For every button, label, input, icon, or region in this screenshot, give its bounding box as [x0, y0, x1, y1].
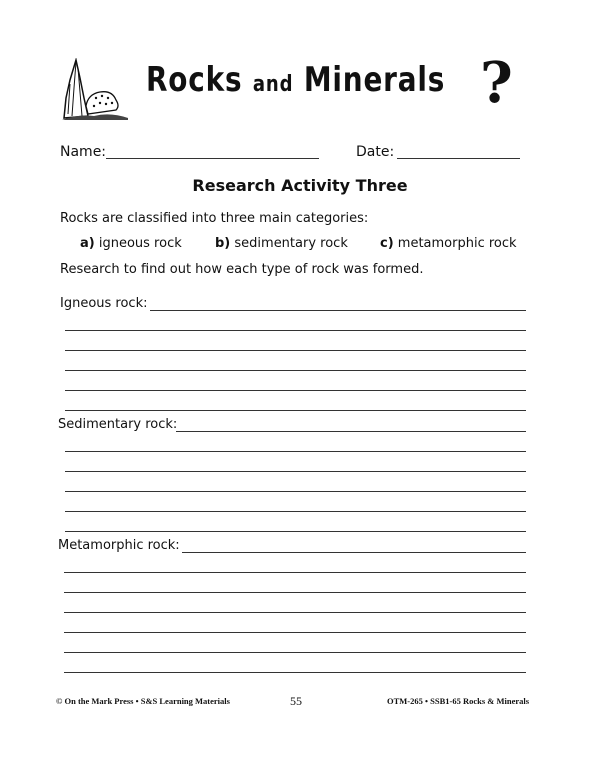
date-field[interactable] [397, 158, 520, 159]
category-igneous [80, 236, 182, 251]
answer-line[interactable] [65, 370, 526, 371]
category-label: igneous rock [98, 236, 182, 251]
title-word-rocks: Rocks [146, 60, 243, 100]
answer-line[interactable] [65, 350, 526, 351]
answer-line[interactable] [65, 531, 526, 532]
answer-line[interactable] [176, 431, 526, 432]
footer-product-code: OTM-265 • SSB1-65 Rocks & Minerals [387, 696, 530, 706]
category-sedimentary [215, 236, 348, 251]
category-metamorphic [380, 236, 517, 251]
answer-line[interactable] [65, 410, 526, 411]
answer-line[interactable] [65, 330, 526, 331]
answer-line[interactable] [182, 552, 526, 553]
date-label: Date: [356, 144, 395, 160]
category-label: metamorphic rock [397, 236, 517, 251]
answer-line[interactable] [65, 491, 526, 492]
page-title [146, 60, 445, 100]
footer-copyright: © On the Mark Press • S&S Learning Materials [56, 696, 230, 706]
activity-heading: Research Activity Three [192, 176, 408, 195]
answer-line[interactable] [65, 451, 526, 452]
answer-line[interactable] [150, 310, 526, 311]
category-letter: c) [380, 236, 394, 251]
answer-line[interactable] [65, 471, 526, 472]
answer-line[interactable] [65, 511, 526, 512]
answer-line[interactable] [64, 612, 526, 613]
title-word-minerals: Minerals [303, 60, 446, 100]
question-mark-icon: ? [480, 50, 513, 116]
name-label: Name: [60, 144, 107, 160]
rock-formation-icon [58, 58, 130, 124]
answer-line[interactable] [64, 632, 526, 633]
answer-line[interactable] [64, 652, 526, 653]
name-field[interactable] [106, 158, 319, 159]
answer-line[interactable] [64, 572, 526, 573]
category-letter: b) [215, 236, 231, 251]
category-letter: a) [80, 236, 95, 251]
answer-line[interactable] [64, 592, 526, 593]
title-word-and: and [252, 72, 294, 97]
intro-text: Rocks are classified into three main categories: [60, 211, 369, 226]
sedimentary-label: Sedimentary rock: [58, 417, 178, 432]
answer-line[interactable] [65, 390, 526, 391]
answer-line[interactable] [64, 672, 526, 673]
instruction-text: Research to find out how each type of rock was formed. [60, 262, 424, 277]
category-label: sedimentary rock [234, 236, 348, 251]
igneous-label: Igneous rock: [60, 296, 148, 311]
metamorphic-label: Metamorphic rock: [58, 538, 180, 553]
page-number: 55 [290, 694, 302, 708]
